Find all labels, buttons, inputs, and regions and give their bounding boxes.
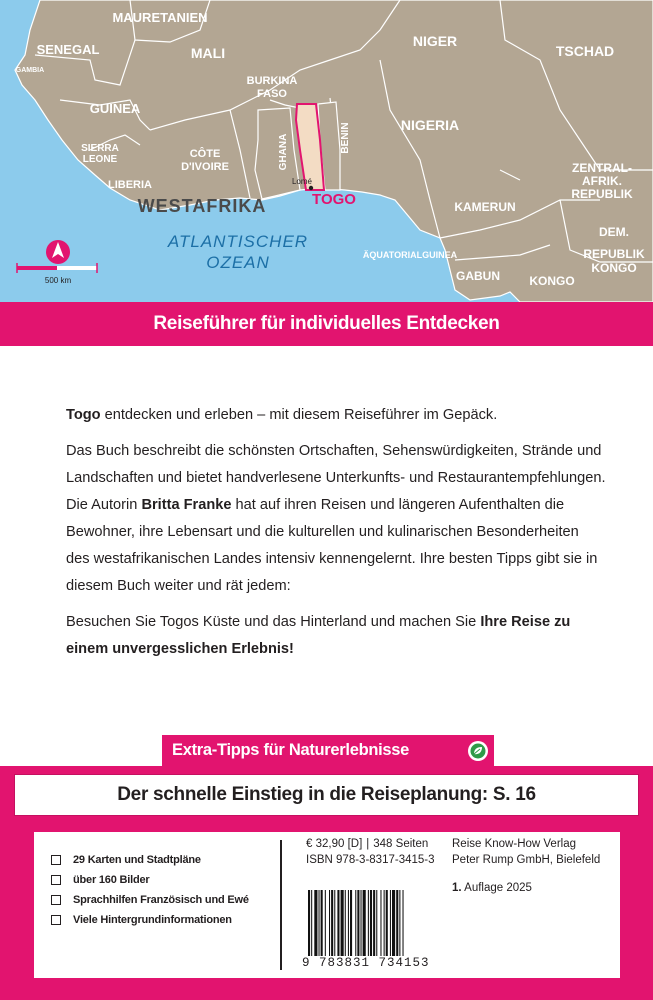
label-faso: FASO [257,88,287,100]
region-label: WESTAFRIKA [137,196,267,216]
label-mauretanien: MAURETANIEN [112,10,208,25]
blurb-author: Britta Franke [141,497,232,513]
checkbox-icon [51,915,61,925]
barcode-bar [399,890,400,956]
blurb-paragraph-3 [66,609,606,663]
label-gambia: GAMBIA [15,67,45,74]
label-senegal: SENEGAL [36,42,100,57]
barcode-bar [308,890,310,956]
barcode-bar [321,890,323,956]
barcode-bar [370,890,372,956]
barcode-bar [357,890,359,956]
label-leone: LEONE [82,154,118,165]
price-separator: | [366,838,370,850]
barcode-bar [392,890,395,956]
ocean-label-line1: ATLANTISCHER [167,232,309,251]
feature-item [51,870,249,890]
barcode-bar [355,890,356,956]
togo-label: TOGO [312,191,356,208]
tagline-bar [0,302,653,346]
label-afrik: AFRIK. [582,174,622,188]
label-liberia: LIBERIA [108,179,152,191]
barcode-bar [348,890,349,956]
label-ghana: GHANA [278,133,289,171]
blurb-paragraph-2 [66,438,606,600]
barcode-image [306,890,436,956]
edition-year: Auflage 2025 [461,882,532,894]
feature-label: 29 Karten und Stadtpläne [73,854,201,866]
barcode-bar [368,890,369,956]
checkbox-icon [51,855,61,865]
leaf-icon [468,741,488,761]
feature-label: Viele Hintergrundinformationen [73,914,232,926]
barcode-bar [341,890,344,956]
barcode-bar [345,890,346,956]
barcode-bar [361,890,362,956]
blurb-p1-rest: entdecken und erleben – mit diesem Reiseführer im Gepäck. [100,407,498,423]
lome-marker [309,186,313,190]
blurb-paragraph-1 [66,402,606,429]
feature-label: über 160 Bilder [73,874,150,886]
quick-start-text: Der schnelle Einstieg in die Reiseplanung: S. 16 [117,784,536,805]
price-block [306,836,435,868]
label-gabun: GABUN [456,269,500,283]
barcode-bar [376,890,377,956]
blurb-togo-bold: Togo [66,407,101,423]
label-burkina: BURKINA [246,75,298,87]
price-line [306,836,435,852]
checkbox-icon [51,875,61,885]
edition-number: 1. [452,882,462,894]
feature-label: Sprachhilfen Französisch und Ewé [73,894,249,906]
book-info-panel [34,832,620,978]
barcode-bar [386,890,388,956]
page-count: 348 Seiten [373,838,429,850]
feature-item [51,910,249,930]
publisher-name: Reise Know-How Verlag [452,838,577,850]
quick-start-box [14,774,639,816]
scale-label: 500 km [44,276,72,285]
blurb-p3-a: Besuchen Sie Togos Küste und das Hinterland und machen Sie [66,614,481,630]
barcode-bar [337,890,339,956]
barcode-bar [380,890,381,956]
checkbox-icon [51,895,61,905]
lome-label: Lomé [291,177,313,186]
west-africa-map [0,0,653,302]
barcode-bar [311,890,312,956]
edition-info [452,882,532,894]
label-dem-republik: REPUBLIK [583,247,645,261]
blurb-p2-b: hat auf ihren Reisen und längeren Aufenthalten die Bewohner, ihre Lebensart und die kulturellen und kulinarischen Besonderheiten des westafrikanischen Landes intensiv kennengelernt. Ihre besten Tipps gibt sie in diesem Buch weiter und rät jedem: [66,497,598,594]
label-kongo: KONGO [529,274,575,288]
feature-item [51,850,249,870]
label-sierra: SIERRA [81,143,119,154]
label-benin: BENIN [340,122,351,154]
barcode-bar [319,890,320,956]
feature-list [51,850,249,930]
barcode-bar [373,890,375,956]
label-republik: REPUBLIK [571,187,633,201]
publisher-address: Peter Rump GmbH, Bielefeld [452,854,601,866]
label-mali: MALI [190,45,226,61]
ocean-label-line2: OZEAN [206,253,270,272]
label-dem-kongo: KONGO [591,261,637,275]
panel-divider [280,840,282,970]
map-svg [0,0,653,302]
blurb-text [66,402,606,672]
barcode-bar [390,890,391,956]
label-kamerun: KAMERUN [454,200,516,214]
barcode-bar [396,890,398,956]
barcode-bar [403,890,404,956]
label-niger: NIGER [412,33,458,49]
footer-panel [0,766,653,1000]
label-dem: DEM. [599,225,629,239]
blurb-p2-a: Das Buch beschreibt die schönsten Ortschaften, Sehenswürdigkeiten, Strände und Landschaften und bietet handverlesene Unterkunfts- und Restaurantempfehlungen. Die Autorin [66,443,606,513]
barcode-bar [384,890,385,956]
barcode-bar [363,890,366,956]
label-cote: CÔTE [189,148,221,160]
barcode-bar [334,890,335,956]
price: € 32,90 [D] [306,838,363,850]
label-zentral: ZENTRAL- [572,161,632,175]
feature-item [51,890,249,910]
barcode-bar [325,890,326,956]
label-tschad: TSCHAD [555,43,615,59]
barcode-number: 9 783831 734153 [302,956,430,970]
compass-icon [46,240,70,264]
label-nigeria: NIGERIA [400,117,460,133]
blurb-p3-bold: Ihre Reise zu einem unvergesslichen Erlebnis! [66,614,571,657]
barcode-bar [314,890,317,956]
tagline-text: Reiseführer für individuelles Entdecken [153,313,500,334]
barcode-bar [331,890,333,956]
extra-tips-tab [162,735,494,766]
barcode-bar [350,890,352,956]
label-guinea: GUINEA [89,101,141,116]
extra-tips-label: Extra-Tipps für Naturerlebnisse [172,741,410,759]
label-aquatorialguinea: ÄQUATORIALGUINEA [362,250,458,260]
isbn: ISBN 978-3-8317-3415-3 [306,854,435,866]
publisher-block [452,836,600,868]
label-divoire: D'IVOIRE [181,161,229,173]
barcode-bar [329,890,330,956]
